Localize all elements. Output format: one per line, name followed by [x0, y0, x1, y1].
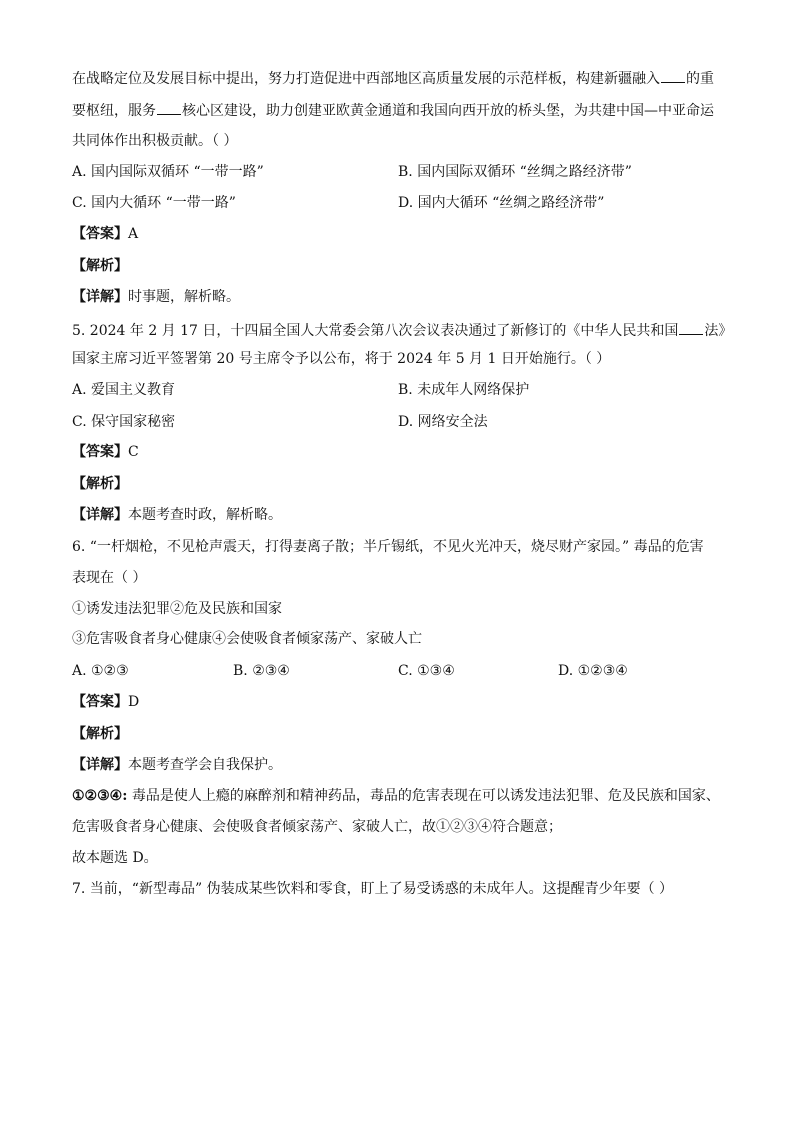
q6-answer: [72, 693, 139, 711]
answer-value: C: [128, 444, 139, 460]
q4-stem-line1: [72, 68, 714, 88]
q6-stem-line1: 6. “一杆烟枪，不见枪声震天，打得妻离子散；半斤锡纸，不见火光冲天，烧尽财产家园。” 毒品的危害: [72, 539, 704, 555]
q6-option-a: A. ①②③: [72, 663, 129, 679]
q5-stem-text: 法》: [704, 323, 733, 339]
q5-analysis-heading: [72, 475, 128, 493]
q4-option-d: D. 国内大循环 “丝绸之路经济带”: [398, 195, 605, 211]
q5-option-d: D. 网络安全法: [398, 414, 488, 430]
answer-tag: 【答案】: [72, 226, 128, 242]
q4-stem-text: 核心区建设，助力创建亚欧黄金通道和我国向西开放的桥头堡，为共建中国—中亚命运: [182, 103, 714, 119]
q5-option-c: C. 保守国家秘密: [72, 414, 176, 430]
q5-option-b: B. 未成年人网络保护: [398, 382, 530, 398]
q6-option-b: B. ②③④: [233, 663, 290, 679]
q5-answer: [72, 443, 139, 461]
detail-tag: 【详解】: [72, 507, 128, 523]
q4-analysis-heading: [72, 257, 128, 275]
q6-statement-line2: ③危害吸食者身心健康④会使吸食者倾家荡产、家破人亡: [72, 631, 422, 647]
detail-text: 时事题，解析略。: [128, 289, 240, 305]
q5-blank: [679, 320, 703, 335]
q5-stem-line1: [72, 320, 732, 340]
answer-value: D: [128, 694, 140, 710]
q4-option-c: C. 国内大循环 “一带一路”: [72, 195, 236, 211]
q4-option-a: A. 国内国际双循环 “一带一路”: [72, 164, 264, 180]
q6-statement-line1: ①诱发违法犯罪②危及民族和国家: [72, 601, 282, 617]
q6-option-c: C. ①③④: [398, 663, 455, 679]
q6-explanation-line1: [72, 787, 720, 805]
q5-stem-text: 5. 2024 年 2 月 17 日，十四届全国人大常委会第八次会议表决通过了新修订的《中华人民共和国: [72, 323, 679, 339]
q4-blank-2: [157, 100, 181, 115]
q4-stem-line3: 共同体作出积极贡献。（ ）: [72, 133, 238, 149]
analysis-tag: 【解析】: [72, 476, 128, 492]
analysis-tag: 【解析】: [72, 258, 128, 274]
explanation-text: 毒品是使人上瘾的麻醉剂和精神药品，毒品的危害表现在可以诱发违法犯罪、危及民族和国家、: [127, 788, 720, 804]
q6-analysis-heading: [72, 725, 128, 743]
analysis-tag: 【解析】: [72, 726, 128, 742]
q5-option-a: A. 爱国主义教育: [72, 382, 176, 398]
detail-text: 本题考查时政，解析略。: [128, 507, 282, 523]
q6-explanation-line2: 危害吸食者身心健康、会使吸食者倾家荡产、家破人亡，故①②③④符合题意；: [72, 819, 562, 835]
detail-text: 本题考查学会自我保护。: [128, 757, 282, 773]
answer-tag: 【答案】: [72, 444, 128, 460]
q6-detail: [72, 756, 282, 774]
q4-option-b: B. 国内国际双循环 “丝绸之路经济带”: [398, 164, 632, 180]
q4-stem-text: 要枢纽，服务: [72, 103, 156, 119]
q6-stem-line2: 表现在（ ）: [72, 570, 147, 586]
q6-option-d: D. ①②③④: [558, 663, 628, 679]
q4-stem-text: 的重: [686, 71, 714, 87]
detail-tag: 【详解】: [72, 757, 128, 773]
answer-tag: 【答案】: [72, 694, 128, 710]
detail-tag: 【详解】: [72, 289, 128, 305]
q6-conclusion: 故本题选 D。: [72, 850, 158, 866]
q5-stem-line2: 国家主席习近平签署第 20 号主席令予以公布，将于 2024 年 5 月 1 日开始施行。（ ）: [72, 351, 611, 367]
q5-detail: [72, 506, 282, 524]
explanation-options: ①②③④:: [72, 788, 128, 804]
q4-detail: [72, 288, 240, 306]
q4-stem-text: 在战略定位及发展目标中提出，努力打造促进中西部地区高质量发展的示范样板，构建新疆融入: [72, 71, 660, 87]
q4-blank-1: [661, 68, 685, 83]
q7-stem-line1: 7. 当前，“新型毒品” 伪装成某些饮料和零食，盯上了易受诱惑的未成年人。这提醒青少年要（ ）: [72, 881, 674, 897]
answer-value: A: [128, 226, 139, 242]
q4-stem-line2: [72, 100, 714, 120]
q4-answer: [72, 225, 138, 243]
